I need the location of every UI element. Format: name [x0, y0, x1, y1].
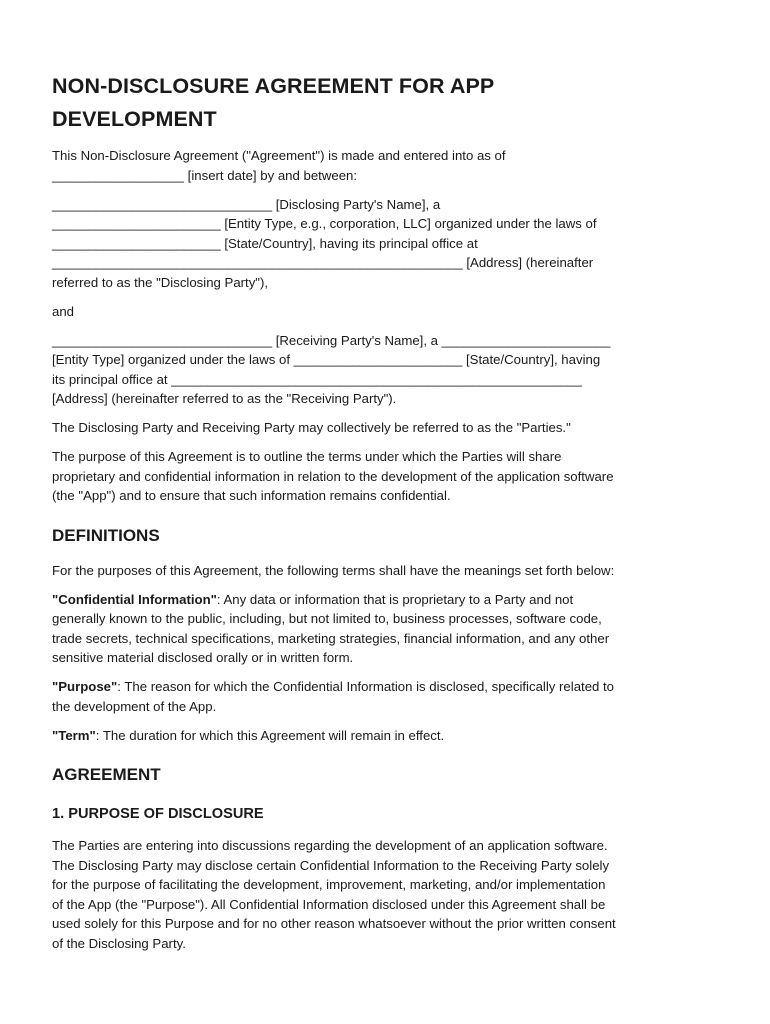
title-line: DEVELOPMENT — [52, 107, 217, 131]
definition-term: "Purpose" — [52, 679, 118, 694]
agreement-heading: AGREEMENT — [52, 765, 161, 784]
definitions-intro: For the purposes of this Agreement, the following terms shall have the meanings set forth below: — [52, 562, 615, 578]
parties-paragraph: The Disclosing Party and Receiving Party may collectively be referred to as the "Parties." — [52, 420, 571, 435]
definition-term: "Confidential Information" — [52, 591, 217, 607]
document-title — [52, 70, 718, 136]
definition-term: "Term" — [52, 727, 96, 743]
disclosing-party-paragraph: ______________________________ [Disclosing Party's Name], a _______________________ [Entity Type, e.g., corporation, LLC] organized under the laws of _______________________ [State/Country], having its principal office at ________________________________________________________ [Address] (hereinafter referred to as the "Disclosing Party"), — [52, 196, 597, 290]
definitions-heading: DEFINITIONS — [52, 525, 160, 545]
and-paragraph: and — [52, 303, 75, 319]
section-1-paragraph: The Parties are entering into discussions regarding the development of an application software. The Disclosing Party may disclose certain Confidential Information to the Receiving Party solely for the purpose of facilitating the development, improvement, marketing, and/or implementation of the App (the "Purpose"). All Confidential Information disclosed under this Agreement shall be used solely for this Purpose and for no other reason whatsoever without the prior written consent of the Disclosing Party. — [52, 838, 616, 951]
title-line: NON-DISCLOSURE AGREEMENT FOR APP — [52, 74, 495, 98]
intro-paragraph: This Non-Disclosure Agreement ("Agreement") is made and entered into as of __________________ [insert date] by and between: — [52, 148, 506, 183]
definition-purpose: "Purpose": The reason for which the Confidential Information is disclosed, specifically related to the development of the App. — [52, 679, 615, 714]
purpose-intro-paragraph: The purpose of this Agreement is to outline the terms under which the Parties will share proprietary and confidential information in relation to the development of the application software (the "App") and to ensure that such information remains confidential. — [52, 449, 614, 503]
definition-term-duration: "Term": The duration for which this Agreement will remain in effect. — [52, 727, 445, 743]
section-1-heading: 1. PURPOSE OF DISCLOSURE — [52, 806, 264, 822]
definition-confidential-information: "Confidential Information": Any data or information that is proprietary to a Party and not generally known to the public, including, but not limited to, business processes, software code, trade secrets, technical specifications, marketing strategies, financial information, and any other sensitive material disclosed orally or in written form. — [52, 591, 610, 665]
receiving-party-paragraph: ______________________________ [Receiving Party's Name], a _______________________ [Entity Type] organized under the laws of _______________________ [State/Country], having its principal office at ________________________________________________________ [Address] (hereinafter referred to as the "Receiving Party"). — [52, 332, 611, 406]
